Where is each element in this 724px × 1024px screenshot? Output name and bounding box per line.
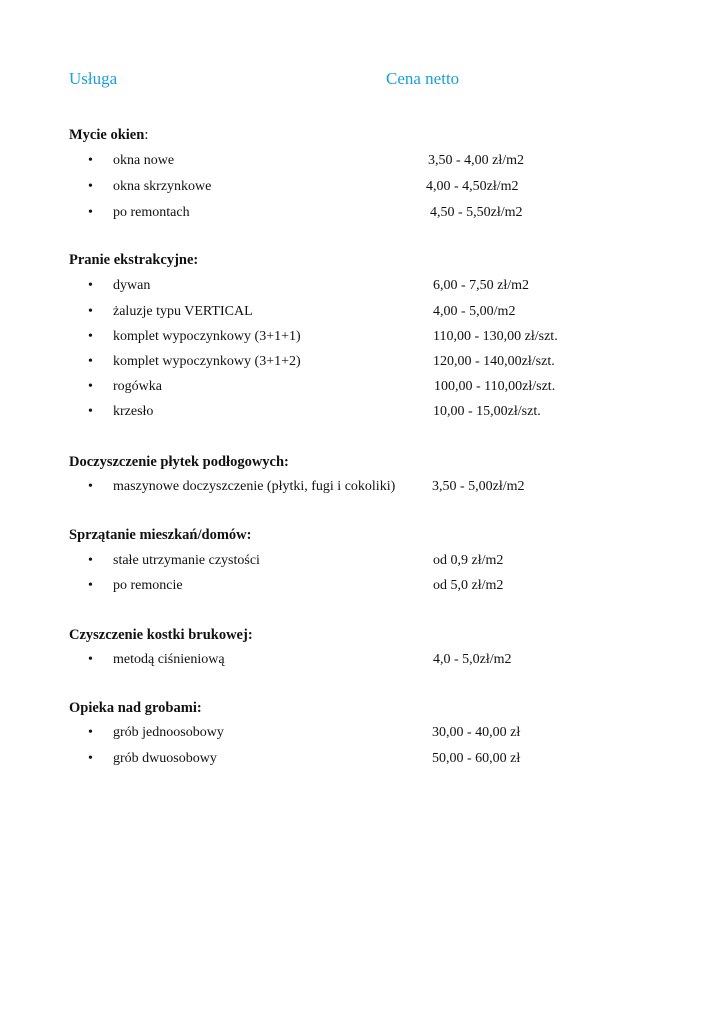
section-title-suffix: : bbox=[144, 127, 149, 143]
bullet-icon: • bbox=[88, 153, 93, 168]
service-name: grób jednoosobowy bbox=[113, 725, 224, 740]
price-row bbox=[0, 750, 724, 768]
price-column-header: Cena netto bbox=[386, 69, 460, 88]
service-name: metodą ciśnieniową bbox=[113, 652, 225, 667]
service-price: od 5,0 zł/m2 bbox=[433, 578, 504, 593]
service-price: 4,50 - 5,50zł/m2 bbox=[430, 205, 523, 220]
price-row bbox=[0, 353, 724, 371]
service-name: maszynowe doczyszczenie (płytki, fugi i cokoliki) bbox=[113, 479, 396, 494]
bullet-icon: • bbox=[88, 751, 93, 766]
bullet-icon: • bbox=[88, 479, 93, 494]
price-row bbox=[0, 328, 724, 346]
service-price: 110,00 - 130,00 zł/szt. bbox=[433, 329, 558, 344]
bullet-icon: • bbox=[88, 354, 93, 369]
service-price: 10,00 - 15,00zł/szt. bbox=[433, 404, 541, 419]
bullet-icon: • bbox=[88, 725, 93, 740]
section-title bbox=[69, 626, 253, 644]
bullet-icon: • bbox=[88, 278, 93, 293]
service-name: stałe utrzymanie czystości bbox=[113, 553, 260, 568]
service-name: po remoncie bbox=[113, 578, 183, 593]
section-title-text: Opieka nad grobami: bbox=[69, 700, 202, 716]
section-title bbox=[69, 126, 148, 144]
price-row bbox=[0, 403, 724, 421]
service-name: grób dwuosobowy bbox=[113, 751, 217, 766]
section-title-text: Doczyszczenie płytek podłogowych: bbox=[69, 454, 289, 470]
bullet-icon: • bbox=[88, 553, 93, 568]
bullet-icon: • bbox=[88, 379, 93, 394]
service-name: dywan bbox=[113, 278, 151, 293]
price-row bbox=[0, 478, 724, 496]
price-row bbox=[0, 651, 724, 669]
section-title-text: Sprzątanie mieszkań/domów: bbox=[69, 527, 252, 543]
section-title bbox=[69, 453, 289, 471]
bullet-icon: • bbox=[88, 404, 93, 419]
service-name: komplet wypoczynkowy (3+1+2) bbox=[113, 354, 301, 369]
service-price: 50,00 - 60,00 zł bbox=[432, 751, 521, 766]
bullet-icon: • bbox=[88, 304, 93, 319]
bullet-icon: • bbox=[88, 205, 93, 220]
price-row bbox=[0, 552, 724, 570]
section-title-text: Mycie okien bbox=[69, 127, 145, 143]
service-column-header: Usługa bbox=[69, 69, 118, 88]
price-row bbox=[0, 152, 724, 170]
service-price: 4,0 - 5,0zł/m2 bbox=[433, 652, 512, 667]
service-price: 3,50 - 4,00 zł/m2 bbox=[428, 153, 525, 168]
section-title bbox=[69, 699, 202, 717]
service-name: okna skrzynkowe bbox=[113, 179, 212, 194]
section-title-text: Pranie ekstrakcyjne: bbox=[69, 252, 199, 268]
service-price: 120,00 - 140,00zł/szt. bbox=[433, 354, 555, 369]
price-row bbox=[0, 577, 724, 595]
section-title bbox=[69, 251, 198, 269]
bullet-icon: • bbox=[88, 578, 93, 593]
service-name: krzesło bbox=[113, 404, 154, 419]
service-price: 4,00 - 4,50zł/m2 bbox=[426, 179, 519, 194]
section-title bbox=[69, 526, 251, 544]
price-row bbox=[0, 178, 724, 196]
price-row bbox=[0, 303, 724, 321]
service-name: okna nowe bbox=[113, 153, 175, 168]
section-title-text: Czyszczenie kostki brukowej: bbox=[69, 627, 253, 643]
service-name: żaluzje typu VERTICAL bbox=[113, 304, 253, 319]
price-row bbox=[0, 378, 724, 396]
service-name: rogówka bbox=[113, 379, 162, 394]
bullet-icon: • bbox=[88, 179, 93, 194]
service-price: 6,00 - 7,50 zł/m2 bbox=[433, 278, 530, 293]
service-price: 3,50 - 5,00zł/m2 bbox=[432, 479, 525, 494]
service-price: 100,00 - 110,00zł/szt. bbox=[434, 379, 556, 394]
bullet-icon: • bbox=[88, 652, 93, 667]
price-row bbox=[0, 277, 724, 295]
service-price: 4,00 - 5,00/m2 bbox=[433, 304, 516, 319]
price-row bbox=[0, 204, 724, 222]
service-price: 30,00 - 40,00 zł bbox=[432, 725, 521, 740]
price-row bbox=[0, 724, 724, 742]
bullet-icon: • bbox=[88, 329, 93, 344]
service-name: komplet wypoczynkowy (3+1+1) bbox=[113, 329, 301, 344]
service-price: od 0,9 zł/m2 bbox=[433, 553, 504, 568]
service-name: po remontach bbox=[113, 205, 190, 220]
